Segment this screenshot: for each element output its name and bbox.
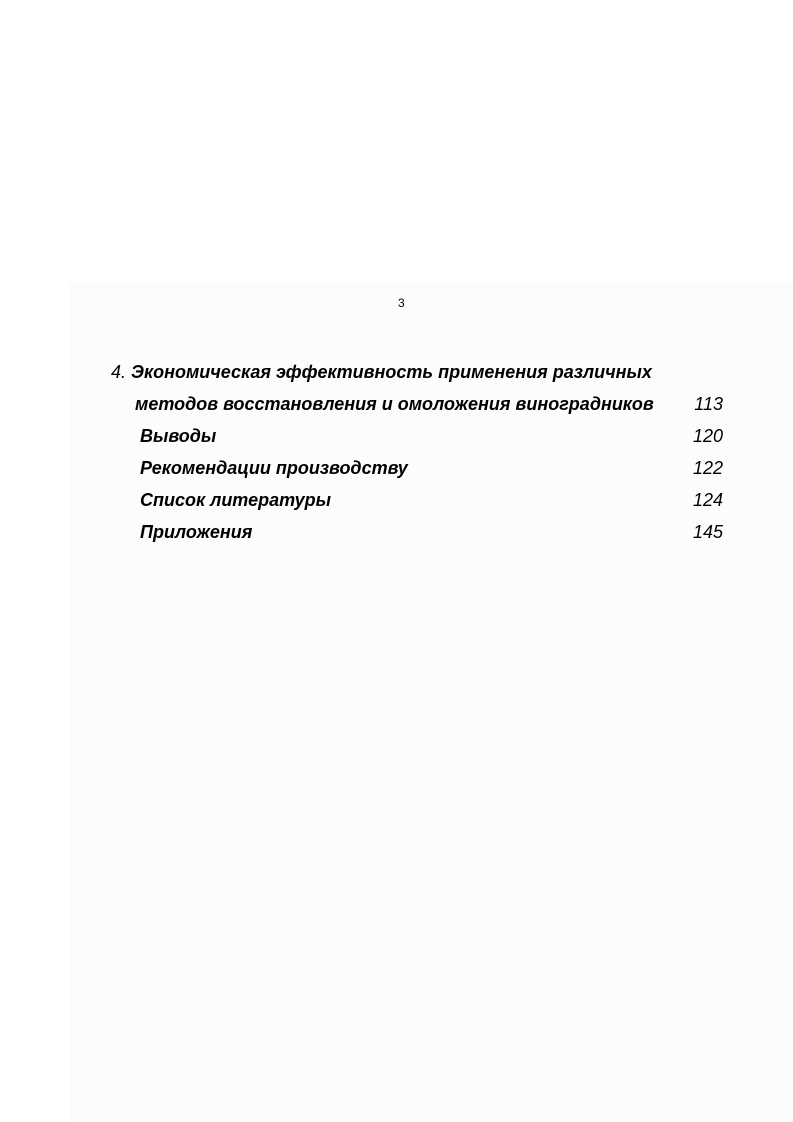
toc-chapter-4-title-part-2: методов восстановления и омоложения виноградников [135,394,654,414]
toc-chapter-4-line-1 [111,361,652,383]
toc-entry-title: Приложения [140,522,253,542]
toc-entry-conclusions [140,425,216,447]
toc-chapter-4-number: 4. [111,362,127,382]
toc-entry-title: Выводы [140,426,217,446]
toc-entry-page: 145 [692,522,723,542]
page-number: 3 [398,296,405,310]
toc-chapter-4-title-part-1: Экономическая эффективность применения различных [131,362,652,382]
toc-entry-page: 124 [692,490,723,510]
toc-entry-page: 120 [692,426,723,446]
toc-entry-title: Рекомендации производству [140,458,408,478]
toc-entry-page: 122 [692,458,723,478]
toc-entry-recommendations [140,457,408,479]
toc-entry-title: Список литературы [140,490,332,510]
toc-chapter-4-line-2 [135,393,654,415]
toc-entry-references [140,489,331,511]
toc-chapter-4-page: 113 [694,394,723,414]
toc-entry-appendices [140,521,252,543]
